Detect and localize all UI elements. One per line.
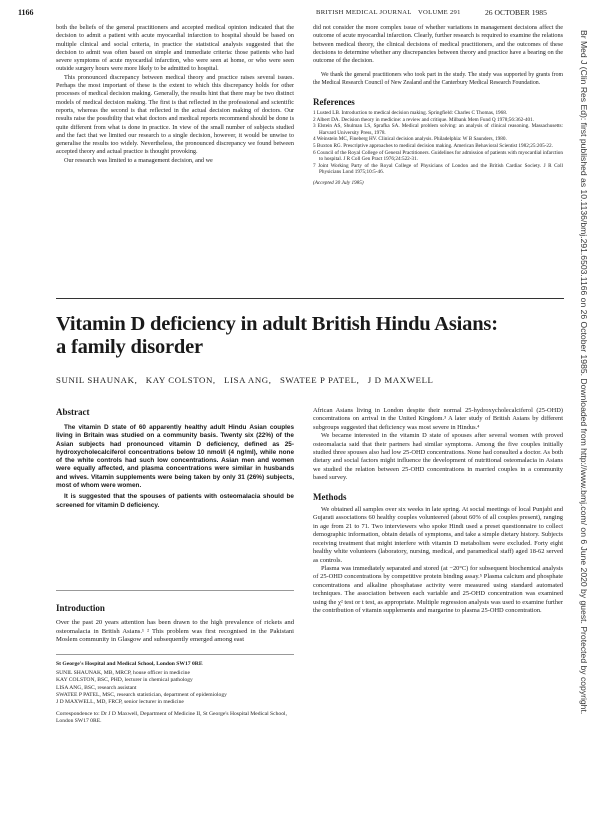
reference-item: 6 Council of the Royal College of General Practitioners. Guidelines for admission of patients with myocardial infarction to hospital. J R Coll Gen Pract 1976;24:522-31. — [313, 149, 563, 163]
affiliation-item: LISA ANG, BSC, research assistant — [56, 684, 137, 691]
reference-item: 4 Weinstein MC, Fineberg HV. Clinical decision analysis. Philadelphia: W B Saunders, 1980. — [313, 136, 507, 143]
reference-item: 1 Lusted LB. Introduction to medical decision making. Springfield: Charles C Thomas, 1968. — [313, 109, 508, 116]
institution: St George's Hospital and Medical School, London SW17 0RE — [56, 661, 203, 667]
paragraph: African Asians living in London despite their normal 25-hydroxycholecalciferol (25-OHD) concentrations on arrival in the United Kingdom.³ A later study of British Asians by different subgroups suggested that deficiency was most severe in Hindus.⁴ — [313, 407, 563, 431]
paragraph: Our research was limited to a management decision, and we — [64, 156, 213, 164]
correspondence: Correspondence to: Dr J D Maxwell, Department of Medicine II, St George's Hospital Medical School, London SW17 0RE. — [56, 711, 287, 725]
reference-item: 2 Albert DA. Decision theory in medicine: a review and critique. Milbank Mem Fund Q 1978;56:362-401. — [313, 116, 535, 123]
paragraph: We became interested in the vitamin D state of spouses after several women with proved osteomalacia said that their partners had similar symptoms. Among the five couples initially studied three spouses also had low 25-OHD concentrations. None had consulted a doctor. As both dietary and social factors might influence the development of nutritional osteomalacia in Asians we studied the relation between 25-OHD concentrations in married couples in a community based survey. — [313, 432, 563, 482]
abstract-paragraph: The vitamin D state of 60 apparently healthy adult Hindu Asian couples living in Britain was studied on a community basis. Twenty six (22%) of the Asian subjects had pronounced vitamin D deficiency, defined as 25-hydroxycholecalciferol concentrations below 10 nmol/l (4 ng/ml), while none of the white controls had such low concentrations. Asian men and women were equally affected, and plasma concentrations were similar in husbands and wives. Vitamin supplements were being taken by only 31 (26%) subjects, most of whom were women. — [56, 424, 294, 490]
previous-article-right-column — [313, 24, 563, 187]
title-line: Vitamin D deficiency in adult British Hindu Asians: — [56, 313, 498, 335]
paragraph: This pronounced discrepancy between medical theory and practice raises several issues. Perhaps the most important of these is the extent to which this discrepancy holds for other processes of medical decision making. Generally, the results hint that there may be two distinct models of medical decision making. The first is that reflected in the professional and scientific reports, whereas the second is that reflected in the actual decision making of doctors. Our results raise the possibility that what doctors and medical reports recommend should be done is quite different from what is done in practice. In view of the small number of subjects studied and the fact that we limited our research to a single decision, however, it would be unwise to generalise the results too widely. Nevertheless, the pronounced discrepancy we found between accepted theory and actual practice is thought provoking. — [56, 73, 294, 156]
abstract-paragraph: It is suggested that the spouses of patients with osteomalacia should be screened for vitamin D deficiency. — [56, 493, 294, 509]
reference-item: 5 Buxton RG. Prescriptive approaches to medical decision making. American Behavioral Scientist 1982;25:205-22. — [313, 142, 553, 149]
paragraph: Over the past 20 years attention has been drawn to the high prevalence of rickets and osteomalacia in British Asians.¹ ² This problem was first recognised in the Pakistani Moslem community in Glasgow and subsequently emerged among east — [56, 619, 294, 644]
journal-name: BRITISH MEDICAL JOURNAL — [316, 9, 412, 16]
introduction-heading: Introduction — [56, 603, 105, 613]
authors: SUNIL SHAUNAK, KAY COLSTON, LISA ANG, SWATEE P PATEL, J D MAXWELL — [56, 375, 434, 385]
references-heading: References — [313, 96, 355, 107]
acknowledgements: We thank the general practitioners who took part in the study. The study was supported by grants from the Medical Research Council of New Zealand and the Canterbury Medical Research Foundation. — [313, 72, 563, 87]
introduction-body — [56, 619, 294, 645]
affiliation-item: J D MAXWELL, MD, FRCP, senior lecturer in medicine — [56, 699, 184, 706]
abstract-body — [56, 424, 294, 513]
paragraph: Plasma was immediately separated and stored (at −20°C) for subsequent biochemical analysis of 25-OHD concentrations by competitive protein binding assay.⁵ Plasma calcium and phosphate concentrations and alkaline phosphatase activity were measured using standard automated techniques. The association between each variable and 25-OHD concentration was examined using the χ² test or t test, as appropriate. Multiple regression analysis was used to examine further the contribution of vitamin supplements and margarine to plasma 25-OHD concentration. — [313, 564, 563, 614]
accepted-date: (Accepted 30 July 1985) — [313, 179, 364, 186]
affiliation-item: SUNIL SHAUNAK, MB, MRCP, house officer in medicine — [56, 670, 190, 677]
affiliation-rule — [56, 654, 294, 655]
references-list — [313, 110, 563, 176]
paragraph: We obtained all samples over six weeks in late spring. At social meetings of local Punjabi and Gujarati associations 60 healthy couples volunteered (about 60% of all couples present), ranging in age from 21 to 71. Two interviewers who spoke Hindi used a preset questionnaire to collect demographic information, obtain details of symptoms, and take a simple dietary history. Subjects receiving treatment that might interfere with vitamin D metabolism were excluded. Forty eight healthy white volunteers (laboratory, nursing, medical, and paramedical staff) aged 18-62 served as controls. — [313, 506, 563, 564]
article-title — [56, 313, 566, 359]
copyright-sidebar: Br Med J (Clin Res Ed): first published as 10.1136/bmj.291.6503.1166 on 26 October 1985. Downloaded from http://www.bmj.com/ on 6 June 2020 by guest. Protected by copyright. — [579, 30, 589, 715]
paragraph: both the beliefs of the general practitioners and accepted medical opinion indicated that the decision to admit a patient with acute myocardial infarction to hospital should be based on multiple clinical and social criteria, in practice the statistical analysis suggested that the decision to admit was often based on simple and immediate criteria: those patients who had severe symptoms of acute myocardial infarction, who were seen at home, or who were seen outside surgery hours were more likely to be admitted to hospital. — [56, 24, 294, 73]
title-line: a family disorder — [56, 336, 203, 358]
journal-date: 26 OCTOBER 1985 — [485, 8, 547, 17]
page-number: 1166 — [18, 8, 34, 17]
reference-item: 7 Joint Working Party of the Royal College of Physicians of London and the British Cardiac Society. J R Coll Physicians Lond 1975;10:5-46. — [313, 162, 563, 176]
previous-article-left-column — [56, 24, 294, 165]
abstract-heading: Abstract — [56, 407, 90, 417]
section-divider — [56, 298, 564, 299]
reference-item: 3 Elstein AS, Shulman LS, Sprafka SA. Medical problem solving: an analysis of clinical reasoning. Massachusetts: Harvard University Press, 1978. — [313, 123, 563, 136]
affiliation-block — [56, 661, 294, 726]
abstract-rule — [56, 590, 294, 591]
journal-volume: VOLUME 291 — [418, 9, 461, 16]
affiliation-item: KAY COLSTON, BSC, PHD, lecturer in chemical pathology — [56, 677, 193, 684]
methods-heading: Methods — [313, 491, 347, 502]
paragraph: did not consider the more complex issue of whether variations in management decisions affect the outcome of acute myocardial infarction. Clearly, further research is required to examine the relations between medical theory, the clinical decisions of medical practitioners, and the outcomes of these decisions to determine whether any discrepancies between theory and practice have a bearing on the outcome of the decision. — [313, 24, 563, 65]
affiliation-item: SWATEE P PATEL, MSC, research statistician, department of epidemiology — [56, 691, 227, 698]
article-right-column — [313, 407, 563, 615]
